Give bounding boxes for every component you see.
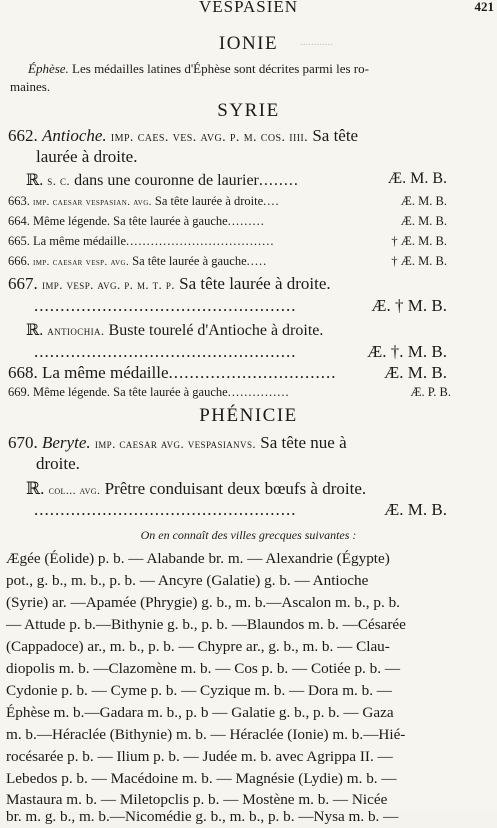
description: Sa tête laurée à droite.: [174, 274, 331, 293]
entry-number: 667.: [8, 274, 38, 293]
value: Æ. P. B.: [410, 385, 451, 399]
entry-670-reverse: [8, 479, 477, 499]
legend: imp. caes. ves. avg. p. m. cos. iiii.: [110, 130, 309, 145]
entry-number: 666.: [8, 254, 30, 268]
description: Même légende. Sa tête laurée à gauche: [29, 385, 228, 399]
description: Sa tête nue à: [256, 433, 347, 452]
entry-number: 663.: [8, 194, 30, 208]
leader-dots: ..................................................: [34, 342, 297, 361]
value: Æ. M. B.: [384, 363, 447, 382]
legend: antiochia.: [47, 323, 105, 338]
reverse-mark: ℝ.: [26, 479, 45, 498]
entry-number: 665.: [8, 234, 30, 248]
entry-668: [8, 363, 477, 383]
entry-number: 662.: [8, 126, 38, 145]
bleed-through-text: ............: [300, 36, 333, 48]
ionie-note-cont: maines.: [10, 79, 51, 94]
entry-670-reverse-cont: [8, 500, 477, 520]
leader-dots: ....: [263, 194, 280, 208]
entry-669: [8, 385, 477, 400]
value: Æ. M. B.: [400, 194, 447, 208]
greek-line: rocésarée p. b. — Ilium p. b. — Judée m. b. avec Agrippa II. —: [6, 748, 393, 765]
greek-line: (Cappadoce) ar., m. b., p. b. — Chypre ar., g. b., m. b. — Clau-: [6, 638, 390, 655]
leader-dots: .....: [246, 254, 268, 268]
greek-line: diopolis m. b. —Clazomène m. b. — Cos p. b. — Cotiée p. b. —: [6, 660, 401, 677]
description: La même médaille: [37, 363, 169, 382]
value: Æ. †. M. B.: [367, 342, 447, 361]
description: Sa tête: [308, 126, 359, 145]
entry-number: 664.: [8, 214, 30, 228]
entry-662: [8, 126, 358, 146]
legend: imp. caesar vespasian. avg.: [33, 197, 152, 208]
value: Æ. † M. B.: [371, 296, 447, 315]
description: Même légende. Sa tête laurée à gauche: [29, 214, 228, 228]
entry-number: 668.: [8, 363, 38, 382]
legend: imp. caesar avg. vespasianvs.: [94, 436, 256, 451]
greek-line: br. m. g. b., m. b.—Nicomédie g. b., m. b., p. b. —Nysa m. b. —: [6, 808, 399, 825]
description: dans une couronne de laurier: [70, 172, 259, 189]
page-number: 421: [474, 0, 494, 14]
entry-number: 669.: [8, 385, 30, 399]
entry-670: [8, 433, 477, 453]
greek-line: Lebedos p. b. — Macédoine m. b. — Magnésie (Lydie) m. b. —: [6, 770, 397, 787]
entry-662-reverse: [8, 170, 477, 190]
greek-line: pot., g. b., m. b., p. b. — Ancyre (Galatie) g. b. — Antioche: [6, 572, 369, 589]
section-title-phenicie: PHÉNICIE: [199, 405, 298, 426]
entry-number: 670.: [8, 433, 38, 452]
reverse-mark: ℝ.: [26, 322, 44, 339]
entry-663: [8, 194, 477, 209]
leader-dots: ...............: [227, 385, 290, 399]
entry-667-cont: [8, 296, 477, 316]
greek-line: Ægée (Éolide) p. b. — Alabande br. m. — Alexandrie (Égypte): [6, 550, 390, 567]
legend: imp. vesp. avg. p. m. t. p.: [42, 277, 175, 292]
city-name: Antioche.: [42, 126, 107, 145]
greek-line: — Attude p. b.—Bithynie g. b., p. b. —Blaundos m. b. —Césarée: [6, 616, 406, 633]
section-title-ionie: IONIE: [218, 33, 279, 54]
description: Buste tourelé d'Antioche à droite.: [104, 322, 324, 339]
entry-670-cont: droite.: [36, 454, 80, 473]
entry-664: [8, 214, 477, 229]
ionie-note-city: Éphèse.: [28, 61, 69, 76]
legend: imp. caesar vesp. avg.: [33, 257, 129, 268]
entry-667-reverse-cont: [8, 342, 477, 362]
greek-line: Mastaura m. b. — Miletopclis p. b. — Mostène m. b. — Nicée: [6, 791, 388, 808]
description: Sa tête laurée à droite: [151, 194, 264, 208]
leader-dots: ................................: [168, 363, 337, 382]
greek-line: Éphèse m. b.—Gadara m. b., p. b — Galatie g. b., p. b. — Gaza: [6, 704, 394, 721]
greek-line: (Syrie) ar. —Apamée (Phrygie) g. b., m. b.—Ascalon m. b., p. b.: [6, 594, 400, 611]
entry-667: [8, 274, 477, 294]
entry-665: [8, 234, 477, 249]
ionie-note-text: Les médailles latines d'Éphèse sont décrites parmi les ro-: [68, 61, 369, 76]
leader-dots: ........: [258, 172, 299, 189]
leader-dots: ....................................: [126, 234, 275, 248]
value: † Æ. M. B.: [391, 234, 447, 248]
legend: col... avg.: [48, 483, 101, 497]
value: Æ. M. B.: [384, 500, 447, 519]
description: Prêtre conduisant deux bœufs à droite.: [100, 479, 367, 498]
description: La même médaille: [29, 234, 127, 248]
reverse-mark: ℝ.: [26, 172, 44, 189]
value: † Æ. M. B.: [391, 254, 447, 268]
legend: s. c.: [47, 173, 71, 188]
city-name: Beryte.: [42, 433, 91, 452]
description: Sa tête laurée à gauche: [129, 254, 247, 268]
leader-dots: ..................................................: [34, 296, 297, 315]
greek-cities-intro: On en connaît des villes grecques suivantes :: [140, 528, 357, 542]
greek-line: Cydonie p. b. — Cyme p. b. — Cyzique m. b. — Dora m. b. —: [6, 682, 392, 699]
ionie-note: [28, 61, 369, 77]
section-title-syrie: SYRIE: [217, 100, 280, 121]
entry-666: [8, 254, 477, 269]
value: Æ. M. B.: [400, 214, 447, 228]
value: Æ. M. B.: [387, 170, 447, 187]
running-title: VESPASIEN: [198, 0, 299, 16]
greek-line: m. b.—Héraclée (Bithynie) m. b. — Héraclée (Ionie) m. b.—Hié-: [6, 726, 406, 743]
leader-dots: .........: [227, 214, 265, 228]
leader-dots: ..................................................: [34, 500, 297, 519]
entry-662-cont: laurée à droite.: [36, 147, 138, 166]
entry-667-reverse: [8, 320, 477, 340]
